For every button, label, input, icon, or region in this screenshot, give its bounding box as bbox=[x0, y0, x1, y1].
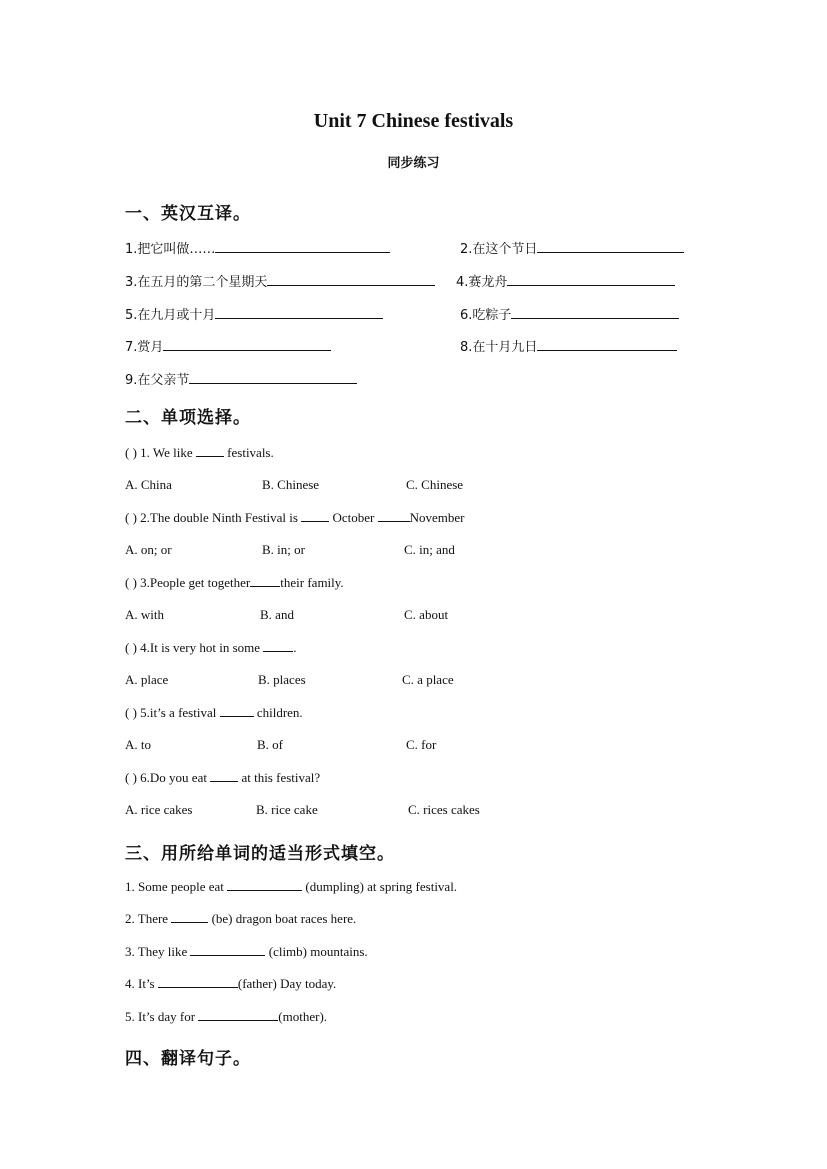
s2-q2-option-c: C. in; and bbox=[404, 542, 455, 557]
s2-q4-option-a: A. place bbox=[125, 672, 169, 687]
s2-q1-stem bbox=[125, 444, 274, 461]
s2-q1-option-b: B. Chinese bbox=[262, 477, 320, 492]
s2-q2-text-b: October bbox=[329, 510, 378, 525]
s3-item-3 bbox=[125, 943, 368, 960]
s1-item-2-label: 2.在这个节日 bbox=[460, 242, 538, 257]
s3-item-4-pre: 4. It’s bbox=[125, 976, 158, 991]
s1-item-5-blank[interactable] bbox=[215, 306, 383, 319]
s1-item-1-blank[interactable] bbox=[215, 240, 390, 253]
s1-item-9-blank[interactable] bbox=[189, 371, 357, 384]
s2-q6-option-c: C. rices cakes bbox=[408, 802, 480, 817]
s3-item-3-blank[interactable] bbox=[190, 943, 265, 956]
s2-q5-text-b: children. bbox=[253, 705, 303, 720]
s2-q5-stem bbox=[125, 704, 303, 721]
s1-item-6-label: 6.吃粽子 bbox=[460, 308, 512, 323]
s2-q4-text-b: . bbox=[293, 640, 297, 655]
s2-q3-text-a: ( ) 3.People get together bbox=[125, 575, 251, 590]
s1-item-7 bbox=[125, 336, 331, 355]
s3-item-4-post: (father) Day today. bbox=[237, 976, 337, 991]
s2-q2-blank-2[interactable] bbox=[378, 509, 410, 522]
s2-q2-option-b: B. in; or bbox=[262, 542, 305, 557]
s1-item-1-label: 1.把它叫做…… bbox=[125, 242, 216, 257]
s3-item-5-blank[interactable] bbox=[198, 1008, 278, 1021]
section-1-heading: 一、英汉互译。 bbox=[125, 204, 251, 224]
s2-q2-text-c: November bbox=[409, 510, 465, 525]
s1-item-3 bbox=[125, 271, 435, 290]
s2-q5-option-a: A. to bbox=[125, 737, 151, 752]
s2-q4-option-b: B. places bbox=[258, 672, 306, 687]
s2-q3-option-c: C. about bbox=[404, 607, 449, 622]
s2-q5-blank[interactable] bbox=[220, 704, 254, 717]
s2-q6-option-b: B. rice cake bbox=[256, 802, 318, 817]
s2-q1-text-b: festivals. bbox=[223, 445, 274, 460]
s2-q2-text-a: ( ) 2.The double Ninth Festival is bbox=[125, 510, 302, 525]
s3-item-2 bbox=[125, 910, 356, 927]
s1-item-7-label: 7.赏月 bbox=[125, 340, 164, 355]
s2-q1-option-a: A. China bbox=[125, 477, 172, 492]
s2-q5-text-a: ( ) 5.it’s a festival bbox=[125, 705, 220, 720]
s2-q1-option-c: C. Chinese bbox=[406, 477, 464, 492]
s1-item-9-label: 9.在父亲节 bbox=[125, 373, 190, 388]
s1-item-5 bbox=[125, 304, 383, 323]
page-subtitle: 同步练习 bbox=[387, 156, 440, 171]
s2-q5-option-b: B. of bbox=[257, 737, 283, 752]
s2-q6-text-a: ( ) 6.Do you eat bbox=[125, 770, 211, 785]
s1-item-3-label: 3.在五月的第二个星期天 bbox=[125, 275, 268, 290]
s3-item-3-post: (climb) mountains. bbox=[265, 944, 368, 959]
s1-item-4-blank[interactable] bbox=[507, 273, 675, 286]
s2-q2-stem bbox=[125, 509, 464, 526]
s1-item-7-blank[interactable] bbox=[163, 338, 331, 351]
s1-item-6-blank[interactable] bbox=[511, 306, 679, 319]
section-2-heading: 二、单项选择。 bbox=[125, 408, 251, 428]
s1-item-6 bbox=[460, 304, 679, 323]
s3-item-1-pre: 1. Some people eat bbox=[125, 879, 228, 894]
s3-item-4 bbox=[125, 975, 336, 992]
s2-q2-option-a: A. on; or bbox=[125, 542, 172, 557]
s2-q4-blank[interactable] bbox=[263, 639, 293, 652]
page-title: Unit 7 Chinese festivals bbox=[313, 110, 514, 132]
s2-q4-option-c: C. a place bbox=[402, 672, 454, 687]
s2-q3-blank[interactable] bbox=[250, 574, 280, 587]
s2-q1-text-a: ( ) 1. We like bbox=[125, 445, 196, 460]
s3-item-2-post: (be) dragon boat races here. bbox=[208, 911, 357, 926]
s1-item-4-label: 4.赛龙舟 bbox=[456, 275, 508, 290]
s1-item-2-blank[interactable] bbox=[537, 240, 684, 253]
s2-q6-text-b: at this festival? bbox=[238, 770, 321, 785]
s3-item-1-blank[interactable] bbox=[227, 878, 302, 891]
s3-item-2-pre: 2. There bbox=[125, 911, 172, 926]
s1-item-5-label: 5.在九月或十月 bbox=[125, 308, 216, 323]
s1-item-8 bbox=[460, 336, 677, 355]
section-4-heading: 四、翻译句子。 bbox=[125, 1049, 251, 1069]
s1-item-4 bbox=[456, 271, 675, 290]
s3-item-5-pre: 5. It’s day for bbox=[125, 1009, 199, 1024]
s2-q6-blank[interactable] bbox=[210, 769, 238, 782]
s1-item-8-blank[interactable] bbox=[537, 338, 677, 351]
s1-item-9 bbox=[125, 369, 357, 388]
s2-q5-option-c: C. for bbox=[406, 737, 437, 752]
s2-q3-stem bbox=[125, 574, 344, 591]
s3-item-2-blank[interactable] bbox=[171, 910, 208, 923]
s1-item-8-label: 8.在十月九日 bbox=[460, 340, 538, 355]
s2-q6-stem bbox=[125, 769, 320, 786]
s2-q4-text-a: ( ) 4.It is very hot in some bbox=[125, 640, 264, 655]
s2-q1-blank[interactable] bbox=[196, 444, 224, 457]
section-3-heading: 三、用所给单词的适当形式填空。 bbox=[125, 844, 395, 864]
s3-item-5-post: (mother). bbox=[278, 1009, 328, 1024]
s2-q6-option-a: A. rice cakes bbox=[125, 802, 193, 817]
s2-q4-stem bbox=[125, 639, 297, 656]
s3-item-1 bbox=[125, 878, 457, 895]
s3-item-1-post: (dumpling) at spring festival. bbox=[302, 879, 458, 894]
s1-item-3-blank[interactable] bbox=[267, 273, 435, 286]
s1-item-2 bbox=[460, 238, 684, 257]
s2-q3-option-a: A. with bbox=[125, 607, 164, 622]
s3-item-5 bbox=[125, 1008, 327, 1025]
s3-item-3-pre: 3. They like bbox=[125, 944, 191, 959]
s1-item-1 bbox=[125, 238, 390, 257]
s2-q3-option-b: B. and bbox=[260, 607, 294, 622]
s2-q3-text-b: their family. bbox=[280, 575, 344, 590]
s3-item-4-blank[interactable] bbox=[158, 975, 238, 988]
s2-q2-blank-1[interactable] bbox=[301, 509, 329, 522]
